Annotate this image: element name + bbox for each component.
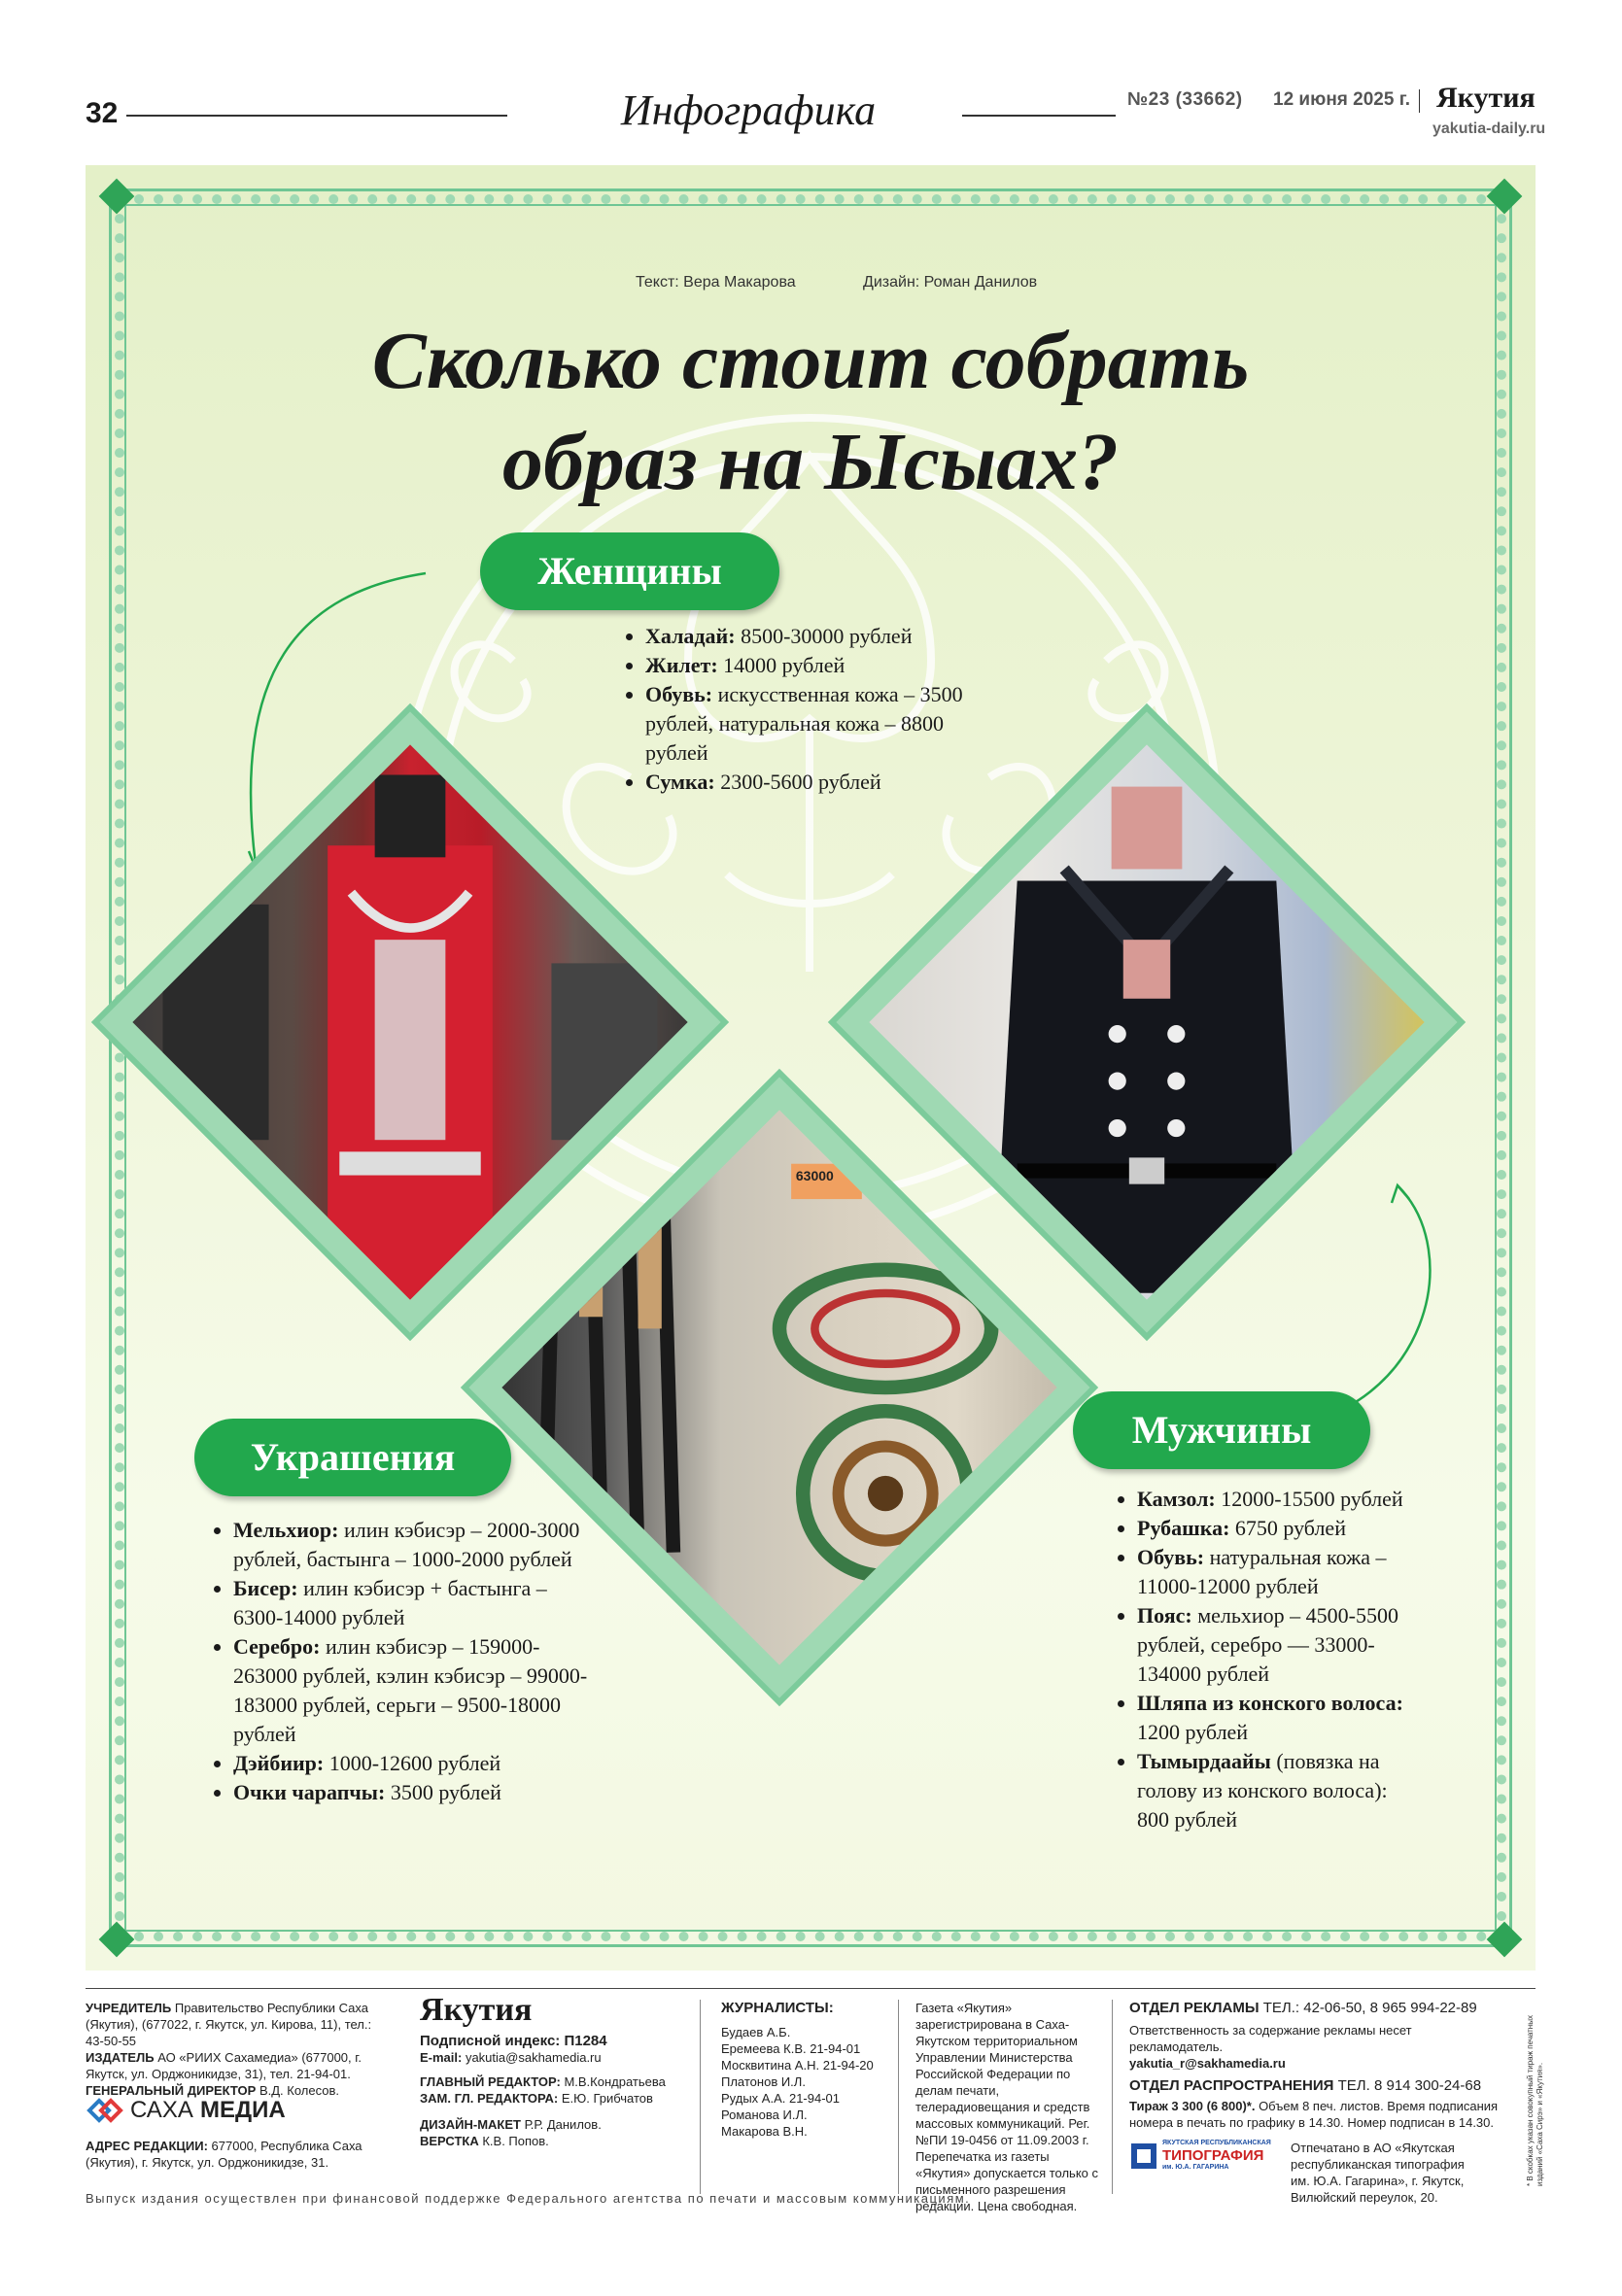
footer-registration: Газета «Якутия» зарегистрирована в Саха-Якутском территориальном Управлении Министерства Российской Федерации по делам печати, телерадиовещания и средств массовых коммуникаций. Рег. №ПИ 19-0456 от 11.09.2003 г. Перепечатка из газеты «Якутия» допускается только с письменного разрешения редакции. Цена свободная. — [915, 2001, 1099, 2213]
women-list — [622, 622, 982, 797]
list-item: Бисер: илин кэбисэр + бастынга – 6300-14000 рублей — [210, 1574, 589, 1632]
list-item: Очки чарапчы: 3500 рублей — [210, 1778, 589, 1807]
footer-editorial: Подписной индекс: П1284 E-mail: yakutia@sakhamedia.ru ГЛАВНЫЙ РЕДАКТОР: М.В.Кондратьева ЗАМ. ГЛ. РЕДАКТОРА: Е.Ю. Грибчатов ДИЗАЙН-МАКЕТ Р.Р. Данилов. ВЕРСТКА К.В. Попов. — [420, 2033, 666, 2148]
men-list — [1114, 1485, 1425, 1834]
page-number: 32 — [86, 97, 119, 129]
newspaper-site[interactable]: yakutia-daily.ru — [1432, 120, 1546, 137]
jewelry-list — [210, 1516, 589, 1807]
list-item: Жилет: 14000 рублей — [622, 651, 982, 680]
list-item: Серебро: илин кэбисэр – 159000-263000 рублей, кэлин кэбисэр – 99000-183000 рублей, серьги – 9500-18000 рублей — [210, 1632, 589, 1749]
footer-address: АДРЕС РЕДАКЦИИ: 677000, Республика Саха (Якутия), г. Якутск, ул. Орджоникидзе, 31. — [86, 2139, 362, 2170]
header-rule-right — [962, 115, 1116, 117]
issue-date: 12 июня 2025 г. — [1273, 89, 1410, 110]
list-item: Камзол: 12000-15500 рублей — [1114, 1485, 1425, 1514]
list-item: Обувь: искусственная кожа – 3500 рублей, натуральная кожа – 8800 рублей — [622, 680, 982, 768]
section-title: Инфографика — [620, 86, 877, 134]
infographic — [86, 165, 1536, 1970]
footer-printed: Отпечатано в АО «Якутская республиканская типография им. Ю.А. Гагарина», г. Якутск, Вилюйский переулок, 20. — [1291, 2141, 1465, 2205]
list-item: Обувь: натуральная кожа – 11000-12000 рублей — [1114, 1543, 1425, 1601]
credit-text: Текст: Вера Макарова — [636, 274, 796, 291]
list-item: Халадай: 8500-30000 рублей — [622, 622, 982, 651]
price-tag: 63000 — [795, 1167, 834, 1183]
footer-founder-block: УЧРЕДИТЕЛЬ Правительство Республики Саха (Якутия), (677022, г. Якутск, ул. Кирова, 11), тел.: 43-50-55 ИЗДАТЕЛЬ АО «РИИХ Сахамедиа» (677000, г. Якутск, ул. Орджоникидзе, 31), тел. 21-94-01. ГЕНЕРАЛЬНЫЙ ДИРЕКТОР В.Д. Колесов. — [86, 2001, 372, 2098]
footer-ads: ОТДЕЛ РЕКЛАМЫ ТЕЛ.: 42-06-50, 8 965 994-22-89 Ответственность за содержание рекламы несет рекламодатель. yakutia_r@sakhamedia.ru ОТДЕЛ РАСПРОСТРАНЕНИЯ ТЕЛ. 8 914 300-24-68 Тираж 3 300 (6 800)*. Объем 8 печ. листов. Время подписания номера в печать по графику в 14.30. Номер подписан в 14.30. — [1129, 2000, 1499, 2130]
footer-brand: Якутия — [420, 1992, 533, 2028]
sakhamedia-logo-icon — [86, 2093, 124, 2128]
footer-side-note: * В скобках указан совокупный тираж печатных изданий «Саха Сирэ» и «Якутия». — [1526, 2015, 1544, 2186]
men-title: Мужчины — [1073, 1391, 1370, 1469]
printing-logo-icon — [1129, 2142, 1158, 2171]
newspaper-brand[interactable]: Якутия — [1436, 82, 1536, 114]
credit-design: Дизайн: Роман Данилов — [863, 274, 1038, 291]
list-item: Мельхиор: илин кэбисэр – 2000-3000 рублей, бастынга – 1000-2000 рублей — [210, 1516, 589, 1574]
footer-journalists: ЖУРНАЛИСТЫ: Будаев А.Б. Еремеева К.В. 21-94-01 Москвитина А.Н. 21-94-20 Платонов И.Л. Рудых А.А. 21-94-01 Романова И.Л. Макарова В.Н. — [721, 2000, 874, 2139]
list-item: Тымырдаайы (повязка на голову из конского волоса): 800 рублей — [1114, 1747, 1425, 1834]
headline-line-2: образ на Ысыах? — [501, 417, 1120, 507]
footer-support-note: Выпуск издания осуществлен при финансовой поддержке Федерального агентства по печати и массовым коммуникациям. — [86, 2191, 971, 2206]
logo-prefix: САХА — [130, 2097, 193, 2123]
footer-rule — [86, 1988, 1536, 1989]
footer-divider — [1112, 2000, 1113, 2194]
jewelry-title: Украшения — [194, 1419, 511, 1496]
list-item: Дэйбиир: 1000-12600 рублей — [210, 1749, 589, 1778]
women-title: Женщины — [480, 532, 779, 610]
list-item: Шляпа из конского волоса: 1200 рублей — [1114, 1689, 1425, 1747]
footer-divider — [898, 2000, 899, 2194]
issue-number: №23 (33662) — [1127, 89, 1243, 110]
logo-suffix: МЕДИА — [200, 2097, 286, 2123]
sakhamedia-logo[interactable] — [86, 2093, 377, 2128]
header-divider — [1419, 89, 1420, 113]
headline-line-1: Сколько стоит собрать — [371, 316, 1250, 406]
footer-divider — [700, 2000, 701, 2194]
list-item: Сумка: 2300-5600 рублей — [622, 768, 982, 797]
list-item: Пояс: мельхиор – 4500-5500 рублей, серебро — 33000-134000 рублей — [1114, 1601, 1425, 1689]
list-item: Рубашка: 6750 рублей — [1114, 1514, 1425, 1543]
header-rule-left — [126, 115, 507, 117]
printing-house-logo: ЯКУТСКАЯ РЕСПУБЛИКАНСКАЯ ТИПОГРАФИЯ им. Ю.А. ГАГАРИНА — [1129, 2140, 1275, 2175]
